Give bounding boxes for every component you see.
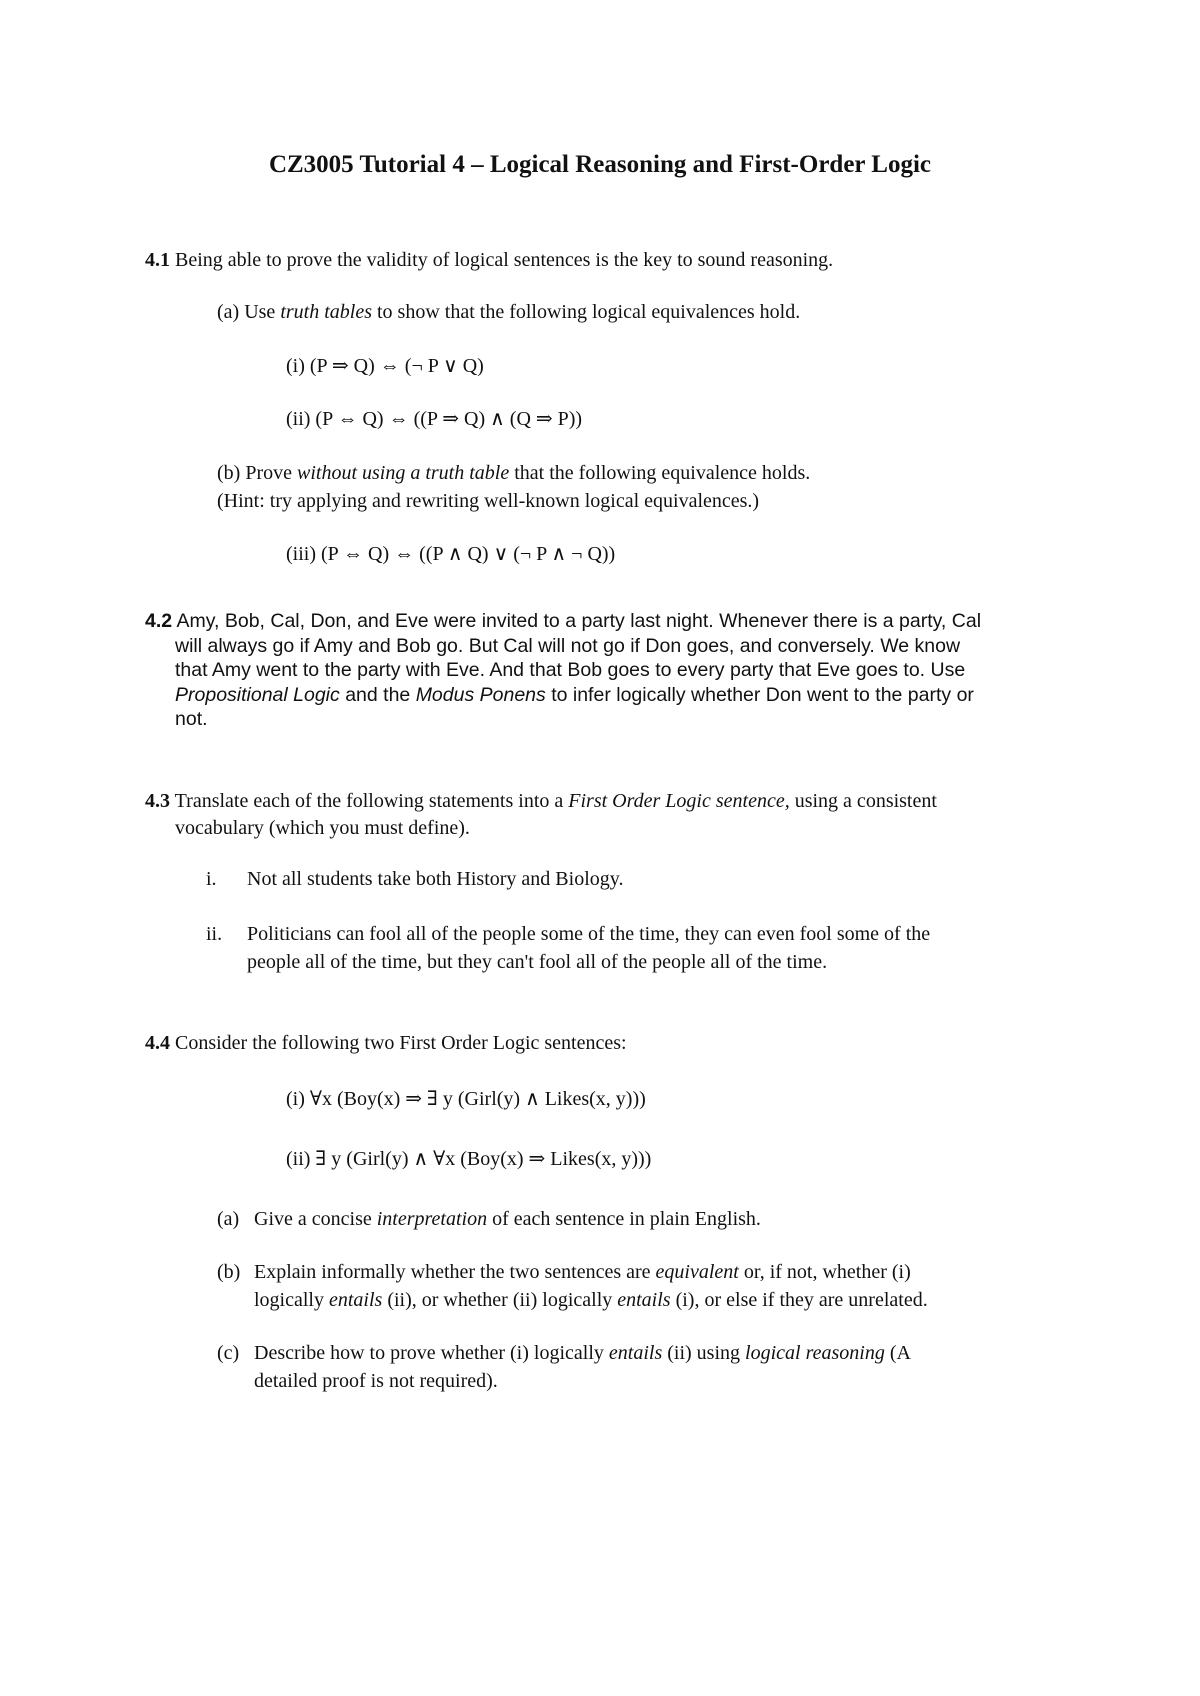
question-4-3-intro-line-2: vocabulary (which you must define). <box>175 817 470 839</box>
question-4-4-part-b-line-2 <box>254 1287 928 1313</box>
question-4-2-line-1 <box>145 608 981 634</box>
question-text: Amy, Bob, Cal, Don, and Eve were invited to a party last night. Whenever there is a party, Cal <box>172 610 982 632</box>
list-item-continuation: people all of the time, but they can't fool all of the people all of the time. <box>247 951 828 973</box>
question-number: 4.4 <box>145 1032 170 1054</box>
list-item: Politicians can fool all of the people some of the time, they can even fool some of the <box>247 923 931 945</box>
part-label: (b) Prove <box>217 462 297 484</box>
question-text: to infer logically whether Don went to the party or <box>545 684 974 706</box>
part-text: Describe how to prove whether (i) logically <box>254 1342 609 1364</box>
emphasis-text: truth tables <box>280 301 372 323</box>
part-text: to show that the following logical equivalences hold. <box>371 301 801 323</box>
part-text: (ii) using <box>662 1342 746 1364</box>
question-4-2-line-5: not. <box>175 708 208 730</box>
hint-text: (Hint: try applying and rewriting well-known logical equivalences.) <box>217 490 760 512</box>
part-text: Give a concise <box>254 1208 377 1230</box>
question-4-3-intro <box>145 788 937 814</box>
emphasis-text: entails <box>617 1289 671 1311</box>
emphasis-text: equivalent <box>655 1261 739 1283</box>
part-text: (i), or else if they are unrelated. <box>670 1289 928 1311</box>
list-item-label: i. <box>206 868 217 890</box>
part-text: logically <box>254 1289 329 1311</box>
question-number: 4.3 <box>145 790 170 812</box>
question-text: Consider the following two First Order Logic sentences: <box>170 1032 627 1054</box>
equivalence-i: (i) (P ⇒ Q) ⇔ (¬ P ∨ Q) <box>286 355 484 377</box>
list-item: Not all students take both History and Biology. <box>247 868 624 890</box>
part-text: of each sentence in plain English. <box>487 1208 761 1230</box>
question-4-2-line-4 <box>175 682 974 708</box>
part-text: (ii), or whether (ii) logically <box>382 1289 618 1311</box>
emphasis-text: entails <box>608 1342 663 1364</box>
question-4-4-intro <box>145 1030 627 1056</box>
part-text: or, if not, whether (i) <box>738 1261 911 1283</box>
fol-sentence-i: (i) ∀x (Boy(x) ⇒ ∃ y (Girl(y) ∧ Likes(x, y))) <box>286 1088 646 1110</box>
question-4-4-part-a <box>254 1206 761 1232</box>
question-4-1-intro <box>145 247 833 273</box>
question-4-1-part-a <box>217 299 800 325</box>
emphasis-text: entails <box>328 1289 383 1311</box>
question-4-4-part-c <box>254 1340 911 1366</box>
emphasis-text: Propositional Logic <box>175 684 340 706</box>
question-text: using a consistent <box>789 790 937 812</box>
part-label: (c) <box>217 1342 240 1364</box>
question-4-4-part-b <box>254 1259 911 1285</box>
equivalence-iii: (iii) (P ⇔ Q) ⇔ ((P ∧ Q) ∨ (¬ P ∧ ¬ Q)) <box>286 543 616 565</box>
question-4-1-part-b <box>217 460 810 486</box>
part-label: (a) Use <box>217 301 281 323</box>
part-text: (A <box>884 1342 911 1364</box>
fol-sentence-ii: (ii) ∃ y (Girl(y) ∧ ∀x (Boy(x) ⇒ Likes(x, y))) <box>286 1148 652 1170</box>
part-label: (a) <box>217 1208 240 1230</box>
list-item-label: ii. <box>206 923 223 945</box>
equivalence-ii: (ii) (P ⇔ Q) ⇔ ((P ⇒ Q) ∧ (Q ⇒ P)) <box>286 408 583 430</box>
emphasis-text: logical reasoning <box>745 1342 885 1364</box>
question-text: Being able to prove the validity of logical sentences is the key to sound reasoning. <box>170 249 834 271</box>
emphasis-text: First Order Logic sentence, <box>568 790 790 812</box>
part-text: Explain informally whether the two sentences are <box>254 1261 656 1283</box>
question-text: Translate each of the following statements into a <box>170 790 569 812</box>
question-4-2-line-2: will always go if Amy and Bob go. But Cal will not go if Don goes, and conversely. We know <box>175 635 961 657</box>
part-text: that the following equivalence holds. <box>509 462 811 484</box>
page-title: CZ3005 Tutorial 4 – Logical Reasoning and First-Order Logic <box>268 151 932 178</box>
question-4-2-line-3: that Amy went to the party with Eve. And that Bob goes to every party that Eve goes to. Use <box>175 659 966 681</box>
emphasis-text: Modus Ponens <box>415 684 546 706</box>
part-label: (b) <box>217 1261 241 1283</box>
question-number: 4.1 <box>145 249 170 271</box>
emphasis-text: interpretation <box>376 1208 488 1230</box>
question-4-4-part-c-line-2: detailed proof is not required). <box>254 1370 498 1392</box>
emphasis-text: without using a truth table <box>296 462 510 484</box>
question-text: and the <box>339 684 416 706</box>
question-number: 4.2 <box>145 610 173 632</box>
